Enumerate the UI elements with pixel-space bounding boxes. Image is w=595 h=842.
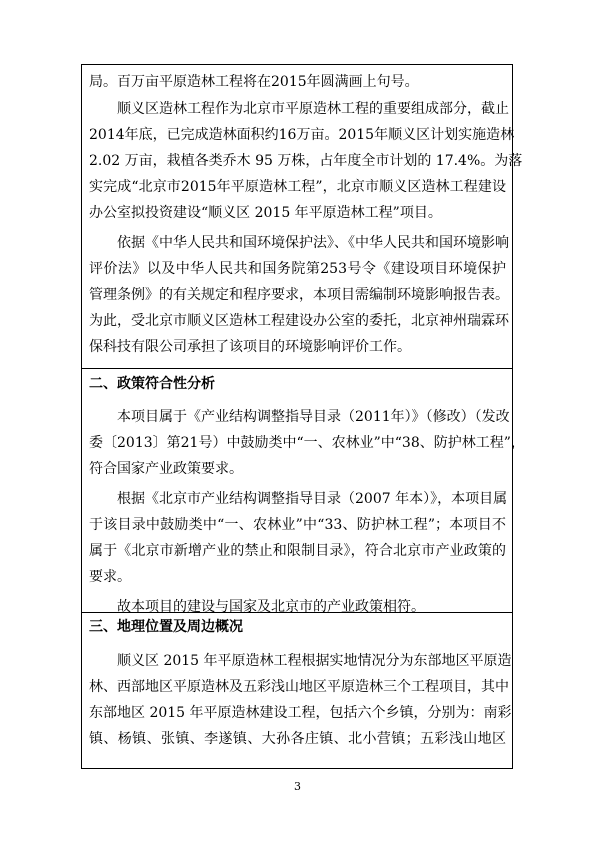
text-line: 为此，受北京市顺义区造林工程建设办公室的委托，北京神州瑞霖环 [89,313,509,329]
page-number: 3 [294,780,301,793]
text-line: 保科技有限公司承担了该项目的环境影响评价工作。 [89,339,411,355]
section-divider [81,368,513,369]
text-line: 评价法》以及中华人民共和国务院第253号令《建设项目环境保护 [89,261,506,277]
text-line: 林、西部地区平原造林及五彩浅山地区平原造林三个工程项目，其中 [89,679,509,695]
text-line: 于该目录中鼓励类中“一、农林业”中“33、防护林工程”；本项目不 [89,517,506,533]
text-line: 实完成“北京市2015年平原造林工程”，北京市顺义区造林工程建设 [89,179,506,195]
text-line: 镇、杨镇、张镇、李遂镇、大孙各庄镇、北小营镇；五彩浅山地区 [89,731,506,747]
text-line: 委〔2013〕第21号）中鼓励类中“一、农林业”中“38、防护林工程”， [89,435,525,451]
text-line: 2.02 万亩，栽植各类乔木 95 万株，占年度全市计划的 17.4%。为落 [89,153,523,169]
text-line: 根据《北京市产业结构调整指导目录（2007 年本）》，本项目属 [117,491,508,507]
section-heading: 二、政策符合性分析 [89,376,215,392]
text-line: 依据《中华人民共和国环境保护法》、《中华人民共和国环境影响 [117,235,509,251]
text-line: 办公室拟投资建设“顺义区 2015 年平原造林工程”项目。 [89,205,442,221]
text-line: 要求。 [89,569,131,585]
text-line: 本项目属于《产业结构调整指导目录（2011年）》（修改）（发改 [117,409,510,425]
text-line: 符合国家产业政策要求。 [89,461,243,477]
section-heading: 三、地理位置及周边概况 [89,619,243,635]
text-line: 局。百万亩平原造林工程将在2015年圆满画上句号。 [89,74,419,90]
text-line: 东部地区 2015 年平原造林建设工程，包括六个乡镇，分别为：南彩 [89,705,512,721]
text-line: 2014年底，已完成造林面积约16万亩。2015年顺义区计划实施造林 [89,127,515,143]
section-divider [81,612,513,613]
text-line: 属于《北京市新增产业的禁止和限制目录》，符合北京市产业政策的 [89,543,506,559]
text-line: 故本项目的建设与国家及北京市的产业政策相符。 [117,599,425,615]
text-line: 管理条例》的有关规定和程序要求，本项目需编制环境影响报告表。 [89,287,509,303]
text-line: 顺义区 2015 年平原造林工程根据实地情况分为东部地区平原造 [117,653,512,669]
text-line: 顺义区造林工程作为北京市平原造林工程的重要组成部分，截止 [117,101,509,117]
